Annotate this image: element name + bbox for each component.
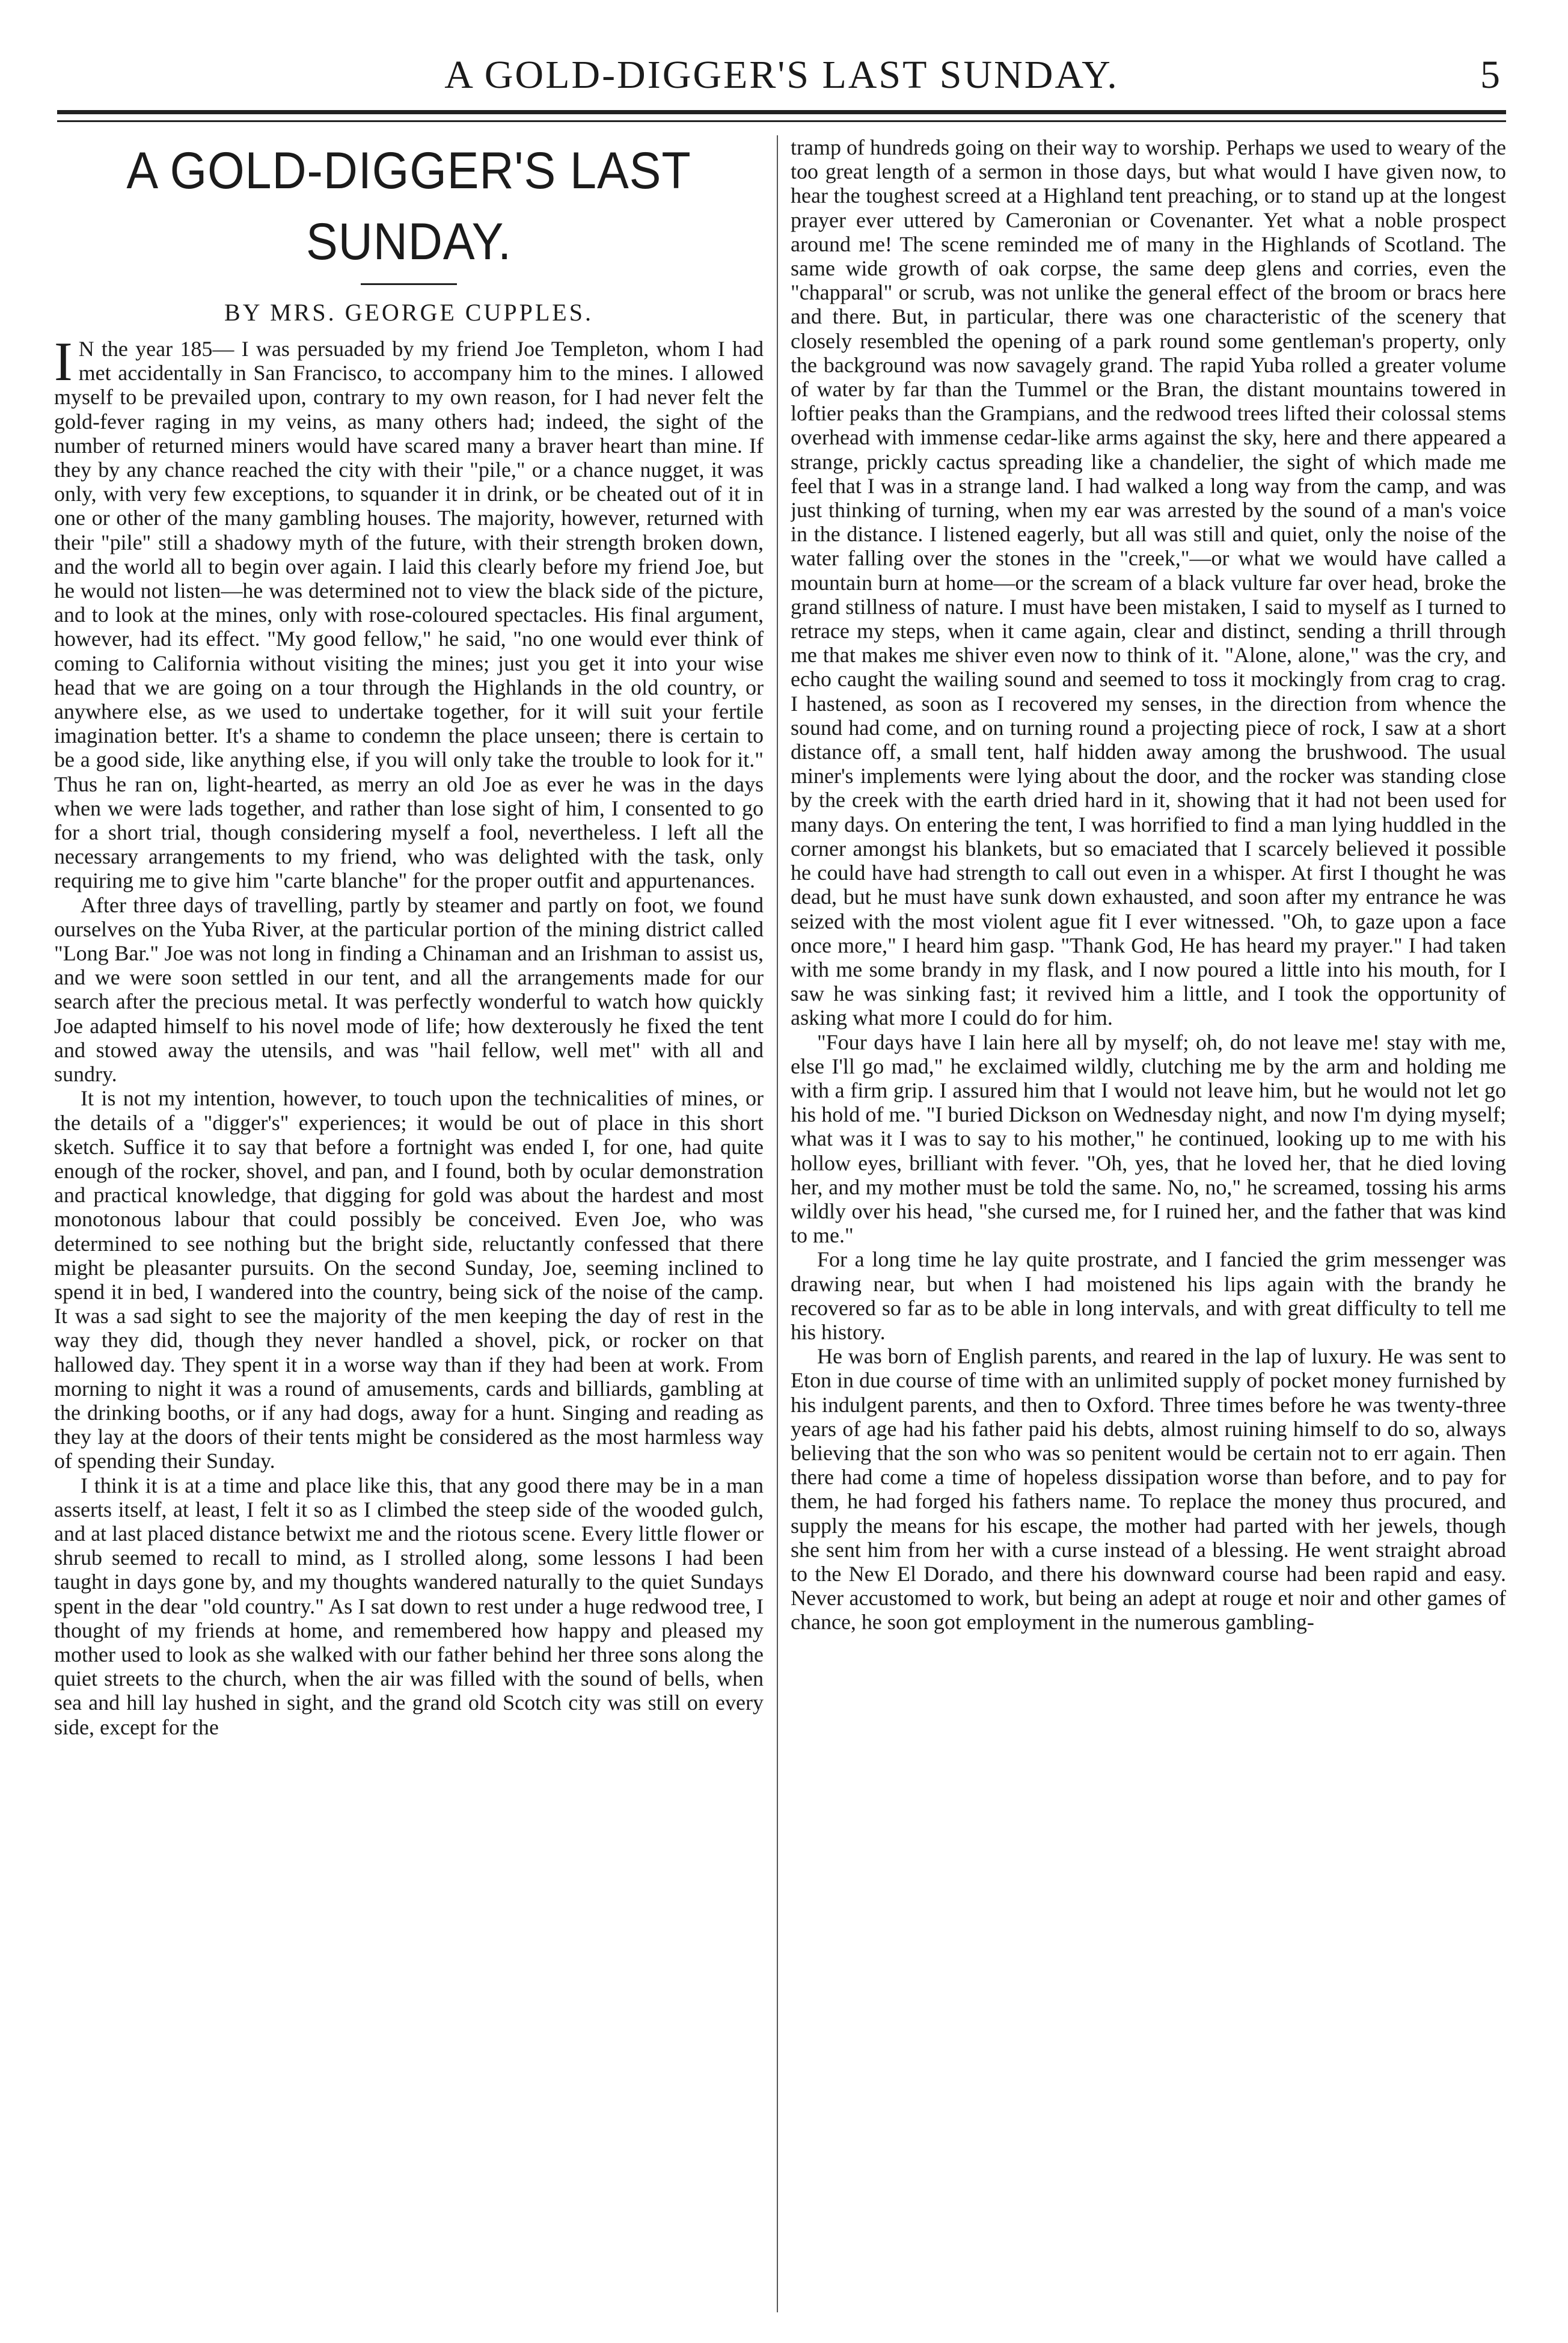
header-rule-thick	[57, 110, 1506, 114]
paragraph: For a long time he lay quite prostrate, and I fancied the grim messenger was drawing near, but when I had moistened his lips again with the brandy he recovered so far as to be able in long intervals, and with great difficulty to tell me his history.	[791, 1247, 1506, 1344]
paragraph: I think it is at a time and place like this, that any good there may be in a man asserts itself, at least, I felt it so as I climbed the steep side of the wooded gulch, and at last placed distance betwixt me and the riotous scene. Every little flower or shrub seemed to recall to mind, as I strolled along, some lessons I had been taught in days gone by, and my thoughts wandered naturally to the quiet Sundays spent in the dear "old country." As I sat down to rest under a huge redwood tree, I thought of my friends at home, and remembered how happy and pleased my mother used to look as she walked with our father behind her three sons along the quiet streets to the church, when the air was filled with the sound of bells, when sea and hill lay hushed in sight, and the grand old Scotch city was still on every side, except for the	[54, 1473, 764, 1739]
column-divider	[777, 135, 778, 2312]
article-title: A GOLD-DIGGER'S LAST SUNDAY.	[126, 142, 691, 271]
paragraph: tramp of hundreds going on their way to worship. Perhaps we used to weary of the too great length of a sermon in those days, but what would I have given now, to hear the toughest screed at a Highland tent preaching, or to stand up at the longest prayer ever uttered by Cameronian or Covenanter. Yet what a noble prospect around me! The scene reminded me of many in the Highlands of Scotland. The same wide growth of oak corpse, the same deep glens and corries, even the "chapparal" or scrub, was not unlike the general effect of the broom or bracs here and there. But, in particular, there was one characteristic of the scenery that closely resembled the opening of a park round some gentleman's property, only the background was now savagely grand. The rapid Yuba rolled a greater volume of water by far than the Tummel or the Bran, the distant mountains towered in loftier peaks than the Grampians, and the redwood trees lifted their colossal stems overhead with immense cedar-like arms against the sky, here and there appeared a strange, prickly cactus spreading like a chandelier, the sight of which made me feel that I was in a strange land. I had walked a long way from the camp, and was just thinking of turning, when my ear was arrested by the sound of a man's voice in the distance. I listened eagerly, but all was still and quiet, only the noise of the water falling over the stones in the "creek,"—or what we would have called a mountain burn at home—or the scream of a black vulture far over head, broke the grand stillness of nature. I must have been mistaken, I said to myself as I turned to retrace my steps, when it came again, clear and distinct, sending a thrill through me that makes me shiver even now to think of it. "Alone, alone," was the cry, and echo caught the wailing sound and seemed to toss it mockingly from crag to crag. I hastened, as soon as I recovered my senses, in the direction from whence the sound had come, and on turning round a projecting piece of rock, I saw at a short distance off, a small tent, half hidden away among the brushwood. The usual miner's implements were lying about the door, and the rocker was standing close by the creek with the earth dried hard in it, showing that it had not been used for many days. On entering the tent, I was horrified to find a man lying huddled in the corner amongst his blankets, but so emaciated that I scarcely believed it possible he could have had strength to call out even in a whisper. At first I thought he was dead, but he must have sunk down exhausted, and soon after my entrance he was seized with the most violent ague fit I ever witnessed. "Oh, to gaze upon a face once more," I heard him gasp. "Thank God, He has heard my prayer." I had taken with me some brandy in my flask, and I now poured a little into his mouth, for I saw he was sinking fast; it revived him a little, and I took the opportunity of asking what more I could do for him.	[791, 135, 1506, 1030]
page-number: 5	[1480, 53, 1500, 97]
paragraph: "Four days have I lain here all by myself; oh, do not leave me! stay with me, else I'll go mad," he exclaimed wildly, clutching me by the arm and holding me with a firm grip. I assured him that I would not leave him, but he would not let go his hold of me. "I buried Dickson on Wednesday night, and now I'm dying myself; what was it I was to say to his mother," he continued, looking up to me with his hollow eyes, brilliant with fever. "Oh, yes, that he loved her, that he died loving her, and my mother must be told the same. No, no," he screamed, tossing his arms wildly over his head, "she cursed me, for I ruined her, and the father that was kind to me."	[791, 1030, 1506, 1248]
paragraph: It is not my intention, however, to touch upon the technicalities of mines, or the details of a "digger's" experiences; it would be out of place in this short sketch. Suffice it to say that before a fortnight was ended I, for one, had quite enough of the rocker, shovel, and pan, and I found, both by ocular demonstration and practical knowledge, that digging for gold was about the hardest and most monotonous labour that could possibly be conceived. Even Joe, who was determined to see nothing but the bright side, reluctantly confessed that there might be pleasanter pursuits. On the second Sunday, Joe, seeming inclined to spend it in bed, I wandered into the country, being sick of the noise of the camp. It was a sad sight to see the majority of the men keeping the day of rest in the way they did, though they never handled a shovel, pick, or rocker on that hallowed day. They spent it in a worse way than if they had been at work. From morning to night it was a round of amusements, cards and billiards, gambling at the drinking booths, or if any had dogs, away for a hunt. Singing and reading as they lay at the doors of their tents might be considered as the most harmless way of spending their Sunday.	[54, 1086, 764, 1473]
paragraph	[54, 331, 764, 893]
title-divider	[361, 283, 457, 285]
running-title: A GOLD-DIGGER'S LAST SUNDAY.	[444, 53, 1119, 97]
header-rule-thin	[57, 120, 1506, 122]
paragraph-text: N the year 185— I was persuaded by my friend Joe Templeton, whom I had met accidentally in San Francisco, to accompany him to the mines. I allowed myself to be prevailed upon, contrary to my own reason, for I had never felt the gold-fever raging in my veins, as many others had; indeed, the sight of the number of returned miners would have scared many a braver heart than mine. If they by any chance reached the city with their "pile," or a chance nugget, it was only, with very few exceptions, to squander it in drink, or be cheated out of it in one or other of the many gambling houses. The majority, however, returned with their "pile" still a shadowy myth of the future, with their strength broken down, and the world all to begin over again. I laid this clearly before my friend Joe, but he would not listen—he was determined not to view the black side of the picture, and to look at the mines, only with rose-coloured spectacles. His final argument, however, had its effect. "My good fellow," he said, "no one would ever think of coming to California without visiting the mines; just you get it into your wise head that we are going on a tour through the Highlands in the old country, or anywhere else, as we used to undertake together, for it will suit your fertile imagination better. It's a shame to condemn the place unseen; there is certain to be a good side, like anything else, if you will only take the trouble to look for it." Thus he ran on, light-hearted, as merry an old Joe as ever he was in the days when we were lads together, and rather than lose sight of him, I consented to go for a short trial, though considering myself a fool, nevertheless. I left all the necessary arrangements to my friend, who was delighted with the task, only requiring me to give him "carte blanche" for the proper outfit and appurtenances.	[54, 337, 764, 893]
paragraph: After three days of travelling, partly by steamer and partly on foot, we found ourselves on the Yuba River, at the particular portion of the mining district called "Long Bar." Joe was not long in finding a Chinaman and an Irishman to assist us, and we were soon settled in our tent, and all the arrangements made for our search after the precious metal. It was perfectly wonderful to watch how quickly Joe adapted himself to his novel mode of life; how dexterously he fixed the tent and stowed away the utensils, and was "hail fellow, well met" with all and sundry.	[54, 892, 764, 1087]
drop-cap: I	[54, 331, 73, 392]
paragraph: He was born of English parents, and reared in the lap of luxury. He was sent to Eton in due course of time with an unlimited supply of pocket money furnished by his indulgent parents, and then to Oxford. Three times before he was twenty-three years of age had his father paid his debts, almost ruining himself to do so, always believing that the son who was so penitent would be certain not to err again. Then there had come a time of hopeless dissipation worse than before, and to pay for them, he had forged his fathers name. To replace the money thus procured, and supply the means for his escape, the mother had parted with her jewels, though she sent him from her with a curse instead of a blessing. He went straight abroad to the New El Dorado, and there his downward course had been rapid and easy. Never accustomed to work, but being an adept at rouge et noir and other games of chance, he soon got employment in the numerous gambling-	[791, 1344, 1506, 1635]
byline: BY MRS. GEORGE CUPPLES.	[224, 299, 593, 326]
right-column	[791, 135, 1506, 2312]
running-head	[57, 42, 1506, 108]
left-column	[54, 135, 764, 2312]
